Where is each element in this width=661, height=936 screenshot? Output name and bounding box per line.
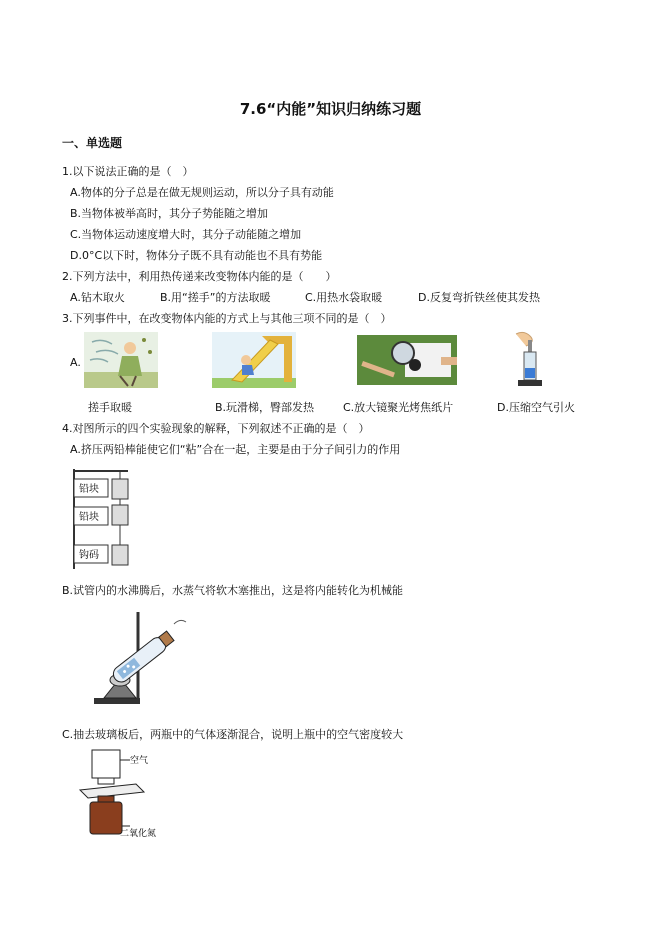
q4-option-a: A.挤压两铅棒能使它们“粘”合在一起，主要是由于分子间引力的作用 [70, 443, 401, 456]
q1-option-c: C.当物体运动速度增大时，其分子动能随之增加 [70, 228, 302, 241]
q3-stem: 3.下列事件中，在改变物体内能的方式上与其他三项不同的是（ ） [62, 312, 392, 325]
no2-label: 二氧化氮 [120, 829, 157, 838]
q2-option-a: A.钻木取火 [70, 291, 125, 304]
lead-label-2: 铅块 [79, 512, 99, 523]
page-title: 7.6“内能”知识归纳练习题 [239, 100, 422, 118]
section-heading: 一、单选题 [62, 136, 123, 150]
magnifier-image [357, 335, 457, 385]
q4-option-b: B.试管内的水沸腾后，水蒸气将软木塞推出，这是将内能转化为机械能 [62, 584, 404, 597]
q3-caption-a: 搓手取暖 [88, 401, 132, 414]
q4-stem: 4.对图所示的四个实验现象的解释，下列叙述不正确的是（ ） [62, 422, 370, 435]
q3-option-a-prefix: A. [70, 356, 81, 369]
q2-option-b: B.用“搓手”的方法取暖 [160, 291, 271, 304]
q1-option-a: A.物体的分子总是在做无规则运动，所以分子具有动能 [70, 186, 334, 199]
q3-caption-b: B.玩滑梯，臀部发热 [215, 401, 315, 414]
rubbing-hands-image [84, 332, 158, 388]
q3-caption-c: C.放大镜聚光烤焦纸片 [343, 401, 454, 414]
q2-option-d: D.反复弯折铁丝使其发热 [418, 291, 540, 304]
q1-stem: 1.以下说法正确的是（ ） [62, 165, 194, 178]
weight-label: 钩码 [79, 550, 99, 561]
q1-option-d: D.0°C以下时，物体分子既不具有动能也不具有势能 [70, 249, 323, 262]
compression-tube-image [510, 330, 550, 390]
lead-blocks-figure [70, 467, 150, 571]
gas-bottles-figure [76, 746, 186, 838]
q4-option-c: C.抽去玻璃板后，两瓶中的气体逐渐混合，说明上瓶中的空气密度较大 [62, 728, 404, 741]
q2-stem: 2.下列方法中，利用热传递来改变物体内能的是（ ） [62, 270, 337, 283]
q1-option-b: B.当物体被举高时，其分子势能随之增加 [70, 207, 269, 220]
test-tube-figure [80, 602, 190, 708]
lead-label-1: 铅块 [79, 484, 99, 495]
q2-option-c: C.用热水袋取暖 [305, 291, 383, 304]
q3-caption-d: D.压缩空气引火 [497, 401, 575, 414]
slide-image [212, 332, 296, 388]
air-label: 空气 [130, 756, 149, 766]
